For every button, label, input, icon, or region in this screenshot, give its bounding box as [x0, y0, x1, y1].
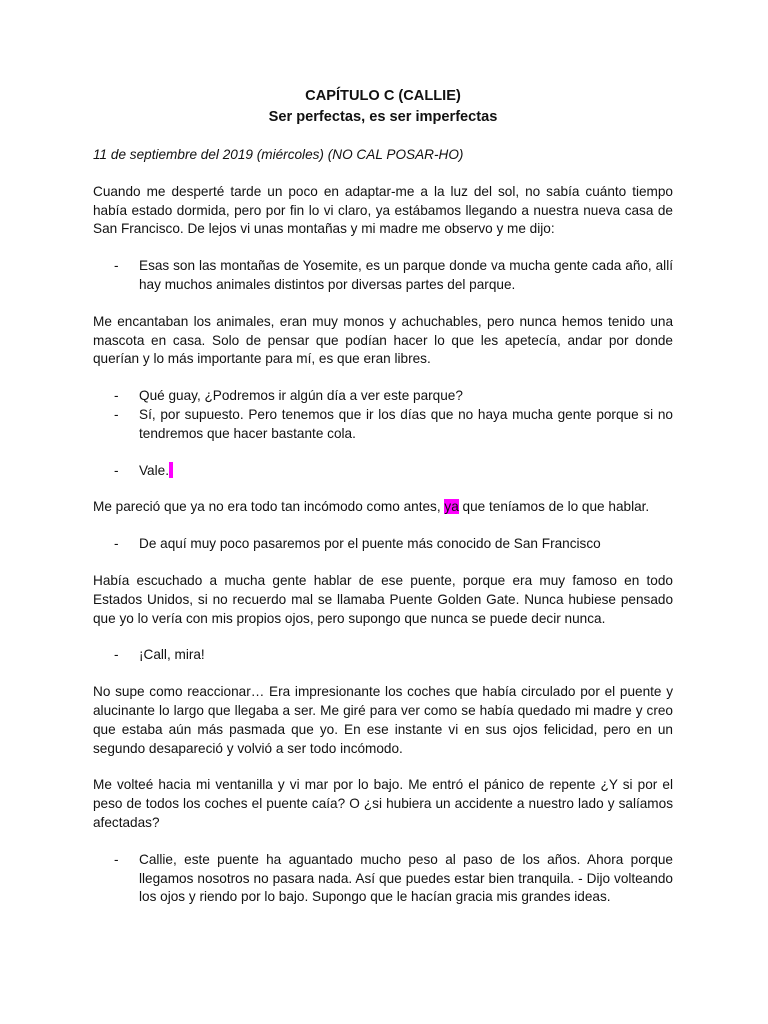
- dialog-dash: -: [114, 851, 119, 867]
- dialog-line: [93, 387, 673, 406]
- document-page: [93, 86, 673, 925]
- paragraph: Cuando me desperté tarde un poco en adaptar-me a la luz del sol, no sabía cuánto tiempo había estado dormida, pero por fin lo vi claro, ya estábamos llegando a nuestra nueva casa de San Francisco. De lejos vi unas montañas y mi madre me observo y me dijo:: [93, 183, 673, 237]
- dialog-dash: -: [114, 647, 119, 663]
- dialog-dash: -: [114, 406, 119, 422]
- dialog-text: Callie, este puente ha aguantado mucho peso al paso de los años. Ahora porque llegamos nosotros no pasara nada. Así que puedes estar bien tranquila. - Dijo volteando los ojos y riendo por lo bajo. Supongo que le hacían gracia mis grandes ideas.: [139, 851, 673, 905]
- highlighted-word: ya: [444, 499, 459, 515]
- paragraph: Me encantaban los animales, eran muy monos y achuchables, pero nunca hemos tenido una mascota en casa. Solo de pensar que podían hacer lo que les apetecía, andar por donde querían y lo más importante para mí, es que eran libres.: [93, 313, 673, 367]
- dialog-text: De aquí muy poco pasaremos por el puente más conocido de San Francisco: [139, 536, 601, 552]
- dialog-dash: -: [114, 462, 119, 478]
- dialog-dash: -: [114, 536, 119, 552]
- dialog-text: ¡Call, mira!: [139, 647, 205, 663]
- paragraph: [93, 498, 673, 517]
- dialog-list: [93, 646, 673, 665]
- dialog-dash: -: [114, 258, 119, 274]
- chapter-title: CAPÍTULO C (CALLIE): [305, 88, 461, 104]
- paragraph-text: que teníamos de lo que hablar.: [458, 499, 650, 515]
- dialog-line: [93, 257, 673, 295]
- chapter-subtitle: Ser perfectas, es ser imperfectas: [268, 109, 498, 125]
- dialog-list: [93, 535, 673, 554]
- paragraph: No supe como reaccionar… Era impresionante los coches que había circulado por el puente y alucinante lo largo que llegaba a ser. Me giré para ver como se había quedado mi madre y creo que estaba aún más pasmada que yo. En ese instante vi en sus ojos felicidad, pero en un segundo desapareció y volvió a ser todo incómodo.: [93, 684, 673, 756]
- paragraph: Había escuchado a mucha gente hablar de ese puente, porque era muy famoso en todo Estados Unidos, si no recuerdo mal se llamaba Puente Golden Gate. Nunca hubiese pensado que yo lo vería con mis propios ojos, pero supongo que nunca se puede decir nunca.: [93, 572, 673, 626]
- dialog-text: Qué guay, ¿Podremos ir algún día a ver este parque?: [139, 388, 463, 404]
- dialog-line: [93, 462, 673, 481]
- dialog-line: [93, 535, 673, 554]
- dialog-list: [93, 387, 673, 443]
- dialog-list: [93, 462, 673, 481]
- dateline: 11 de septiembre del 2019 (miércoles) (NO CAL POSAR-HO): [93, 147, 464, 162]
- dialog-line: [93, 646, 673, 665]
- dialog-line: [93, 406, 673, 444]
- dialog-list: [93, 257, 673, 295]
- dialog-text: Vale.: [139, 462, 169, 478]
- paragraph-text: Me pareció que ya no era todo tan incómodo como antes,: [93, 499, 445, 515]
- dialog-text: Esas son las montañas de Yosemite, es un parque donde va mucha gente cada año, allí hay muchos animales distintos por diversas partes del parque.: [139, 258, 673, 292]
- dialog-list: [93, 851, 673, 907]
- paragraph: Me volteé hacia mi ventanilla y vi mar por lo bajo. Me entró el pánico de repente ¿Y si por el peso de todos los coches el puente caía? O ¿si hubiera un accidente a nuestro lado y salíamos afectadas?: [93, 777, 673, 830]
- dialog-line: [93, 851, 673, 907]
- highlight-mark: [169, 462, 173, 478]
- dialog-dash: -: [114, 388, 119, 404]
- dialog-text: Sí, por supuesto. Pero tenemos que ir los días que no haya mucha gente porque si no tendremos que hacer bastante cola.: [139, 406, 673, 441]
